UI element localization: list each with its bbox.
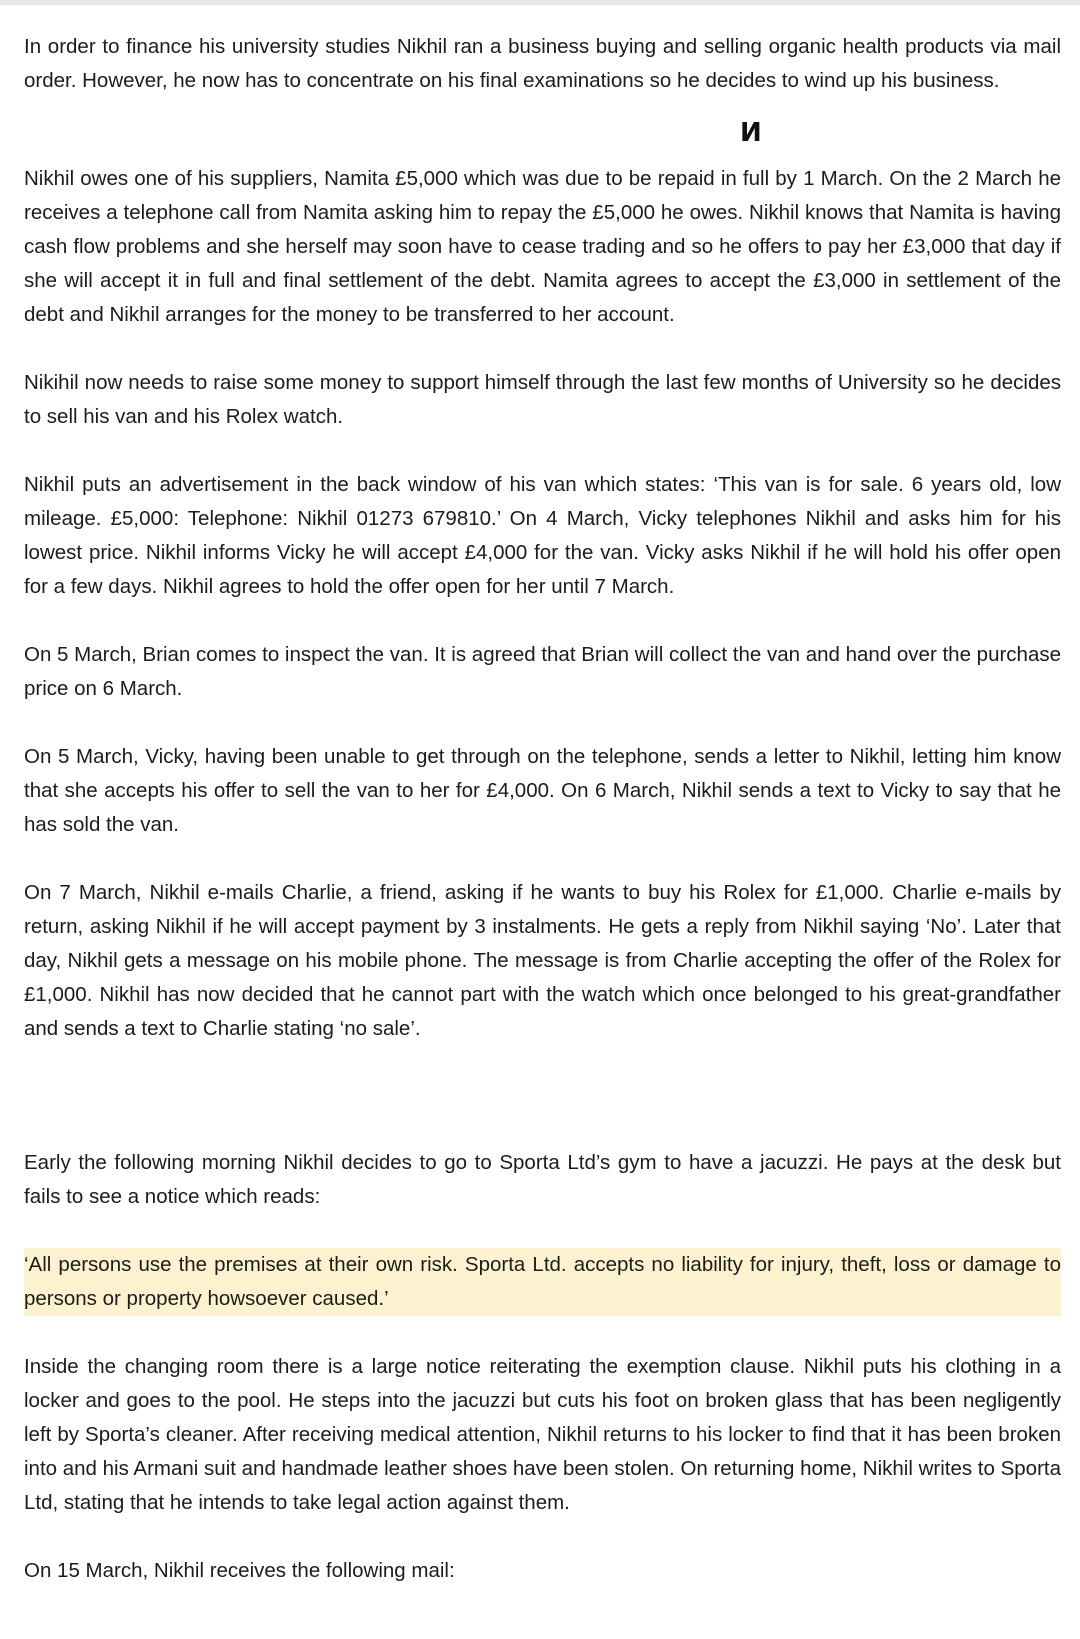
paragraph-namita-debt: Nikhil owes one of his suppliers, Namita £5,000 which was due to be repaid in full by 1 March. On the 2 March he receives a telephone call from Namita asking him to repay the £5,000 he owes. Nikhil knows that Namita is having cash flow problems and she herself may soon have to cease trading and so he offers to pay her £3,000 that day if she will accept it in full and final settlement of the debt. Namita agrees to accept the £3,000 in settlement of the debt and Nikhil arranges for the money to be transferred to her account. — [24, 167, 1061, 326]
paragraph-intro: In order to finance his university studies Nikhil ran a business buying and selling organic health products via mail order. However, he now has to concentrate on his final examinations so he decides to wind up his business. — [24, 35, 1061, 92]
document-body — [24, 30, 1061, 1622]
paragraph-brian: On 5 March, Brian comes to inspect the van. It is agreed that Brian will collect the van and hand over the purchase price on 6 March. — [24, 643, 1061, 700]
handwritten-mark: И — [740, 118, 762, 148]
mark-spacer — [24, 130, 1061, 162]
notice-exemption-clause: ‘All persons use the premises at their own risk. Sporta Ltd. accepts no liability for injury, theft, loss or damage to persons or property howsoever caused.’ — [24, 1248, 1061, 1316]
paragraph-rolex: On 7 March, Nikhil e-mails Charlie, a friend, asking if he wants to buy his Rolex for £1,000. Charlie e-mails by return, asking Nikhil if he will accept payment by 3 instalments. He gets a reply from Nikhil saying ‘No’. Later that day, Nikhil gets a message on his mobile phone. The message is from Charlie accepting the offer of the Rolex for £1,000. Nikhil has now decided that he cannot part with the watch which once belonged to his great-grandfather and sends a text to Charlie stating ‘no sale’. — [24, 881, 1061, 1040]
paragraph-van-advert: Nikhil puts an advertisement in the back window of his van which states: ‘This van is for sale. 6 years old, low mileage. £5,000: Telephone: Nikhil 01273 679810.’ On 4 March, Vicky telephones Nikhil and asks him for his lowest price. Nikhil informs Vicky he will accept £4,000 for the van. Vicky asks Nikhil if he will hold his offer open for a few days. Nikhil agrees to hold the offer open for her until 7 March. — [24, 473, 1061, 598]
paragraph-raise-money: Nikihil now needs to raise some money to support himself through the last few months of University so he decides to sell his van and his Rolex watch. — [24, 371, 1061, 428]
paragraph-changing-room: Inside the changing room there is a large notice reiterating the exemption clause. Nikhil puts his clothing in a locker and goes to the pool. He steps into the jacuzzi but cuts his foot on broken glass that has been negligently left by Sporta’s cleaner. After receiving medical attention, Nikhil returns to his locker to find that it has been broken into and his Armani suit and handmade leather shoes have been stolen. On returning home, Nikhil writes to Sporta Ltd, stating that he intends to take legal action against them. — [24, 1355, 1061, 1514]
paragraph-gym: Early the following morning Nikhil decides to go to Sporta Ltd’s gym to have a jacuzzi. He pays at the desk but fails to see a notice which reads: — [24, 1151, 1061, 1208]
top-border — [0, 0, 1080, 5]
paragraph-vicky-letter: On 5 March, Vicky, having been unable to get through on the telephone, sends a letter to Nikhil, letting him know that she accepts his offer to sell the van to her for £4,000. On 6 March, Nikhil sends a text to Vicky to say that he has sold the van. — [24, 745, 1061, 836]
paragraph-mail: On 15 March, Nikhil receives the following mail: — [24, 1559, 455, 1582]
